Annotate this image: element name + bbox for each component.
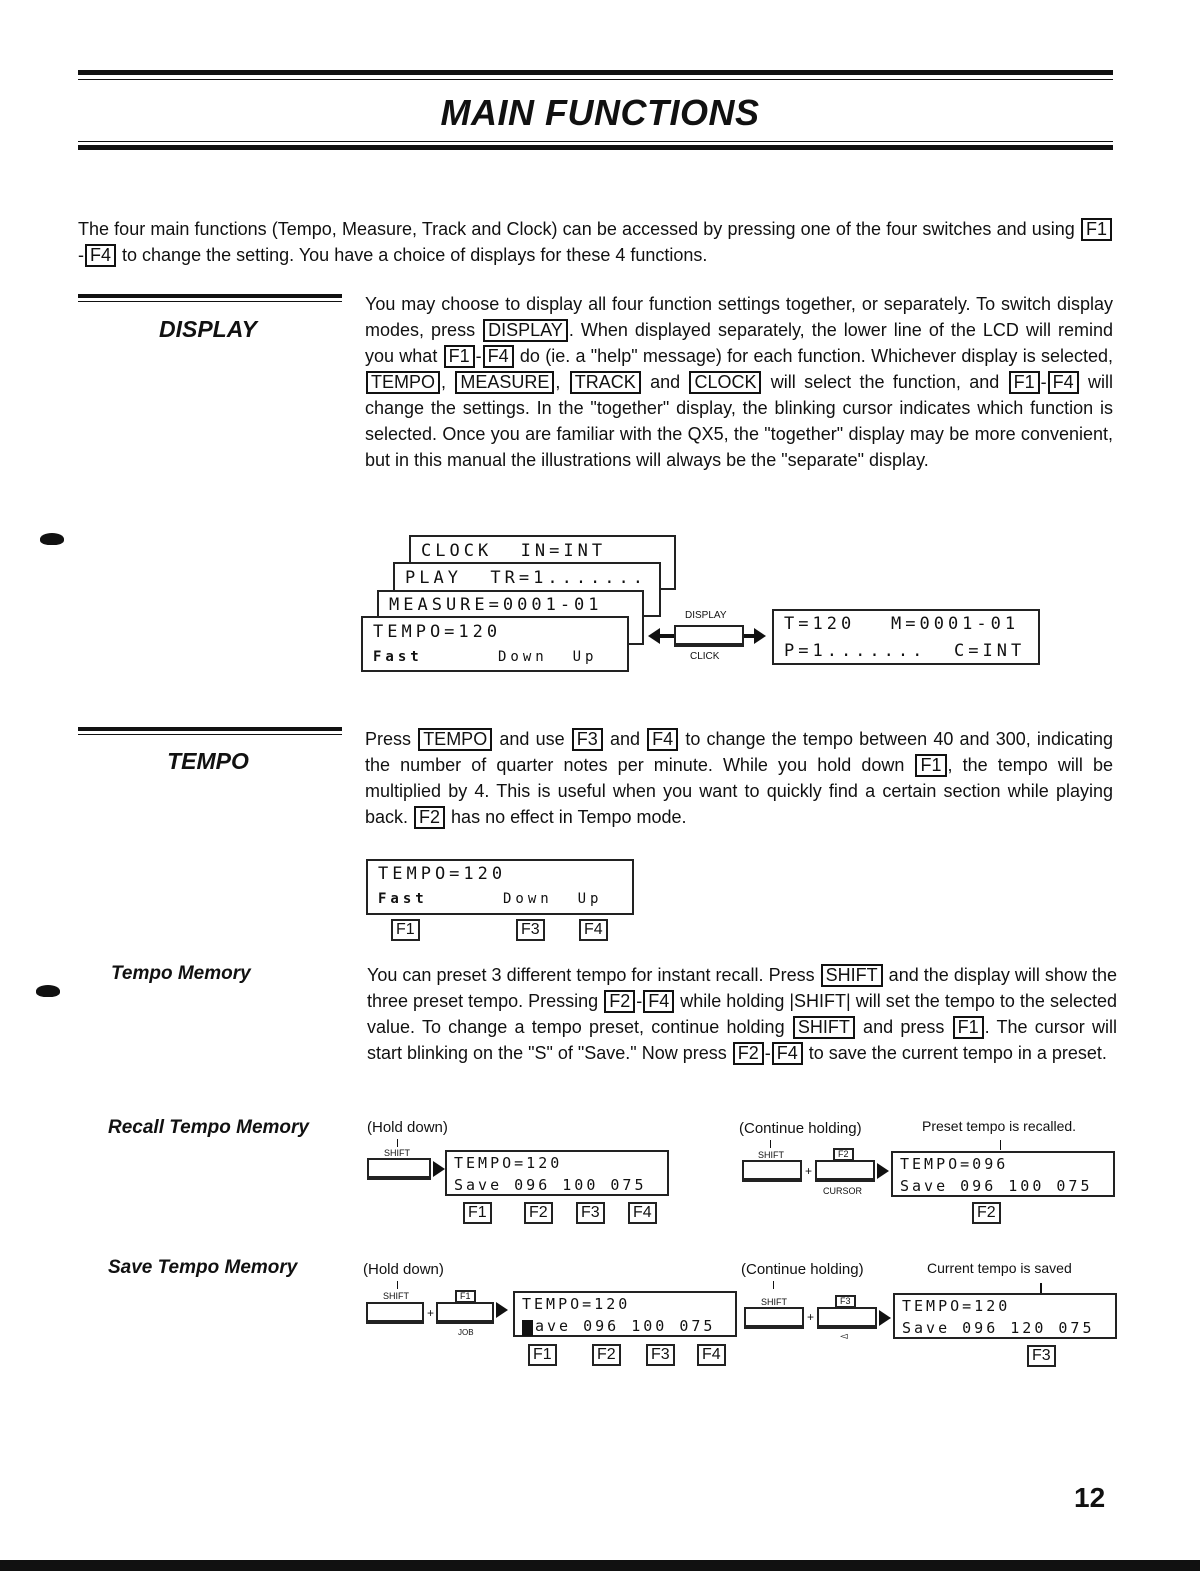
arrow-right-icon xyxy=(754,628,766,644)
key-f4: F4 xyxy=(579,919,608,941)
plus-sign: + xyxy=(807,1310,815,1324)
lcd-line: C=INT xyxy=(954,641,1026,661)
text: - xyxy=(1040,372,1047,392)
lcd-line: PLAY TR=1....... xyxy=(405,568,647,588)
page-title: MAIN FUNCTIONS xyxy=(440,92,760,133)
key-tempo: TEMPO xyxy=(366,371,440,394)
text: do (ie. a "help" message) for each function. Whichever display is selected, xyxy=(514,346,1114,366)
lcd-line: T=120 xyxy=(784,614,856,634)
text: to save the current tempo in a preset. xyxy=(803,1043,1107,1063)
key-f2: F2 xyxy=(604,990,635,1013)
lcd-line: TEMPO=120 xyxy=(373,622,502,642)
bottom-edge xyxy=(0,1560,1200,1571)
key-f4: F4 xyxy=(1048,371,1079,394)
key-f1-small: F1 xyxy=(455,1290,476,1303)
intro-paragraph xyxy=(78,216,1113,268)
key-f2: F2 xyxy=(592,1344,621,1366)
key-f4: F4 xyxy=(697,1344,726,1366)
lcd-line: M=0001-01 xyxy=(891,614,1020,634)
lcd-line: Fast xyxy=(373,649,423,665)
key-f2-small: F2 xyxy=(833,1148,854,1161)
key-f2: F2 xyxy=(524,1202,553,1224)
text: to change the tempo between 40 and 300, indicating the number of quarter notes per minute. While you hold down xyxy=(365,729,1113,775)
lcd-save-2 xyxy=(893,1293,1117,1339)
text: will change the settings. In the "together" display, the blinking cursor indicates which function is selected. Once you are familiar with the QX5, the "together" display may be more convenient, but in this manual the illustrations will always be the "separate" display. xyxy=(365,372,1113,470)
key-f1: F1 xyxy=(915,754,946,777)
text: - xyxy=(475,346,482,366)
key-f4: F4 xyxy=(483,345,514,368)
text: . The cursor will start blinking on the "S" of "Save." Now press xyxy=(367,1017,1118,1063)
cursor-label: CURSOR xyxy=(823,1186,863,1196)
shift-label: SHIFT xyxy=(758,1150,784,1160)
blinking-cursor xyxy=(522,1319,533,1338)
shift-switch xyxy=(367,1158,431,1180)
lcd-line: ave 096 100 075 xyxy=(535,1317,716,1335)
lcd-tempo xyxy=(361,616,629,672)
text: Press xyxy=(365,729,418,749)
lcd-line: Save 096 100 075 xyxy=(454,1176,647,1194)
key-clock: CLOCK xyxy=(689,371,761,394)
tempo-rule-thick xyxy=(78,727,342,731)
save-continue-note: (Continue holding) xyxy=(741,1261,864,1278)
lcd-together xyxy=(772,609,1040,665)
top-rule-thick xyxy=(78,70,1113,75)
display-switch xyxy=(674,625,744,647)
arrow-right-icon xyxy=(877,1163,889,1179)
recall-label: Recall Tempo Memory xyxy=(108,1117,309,1138)
key-measure: MEASURE xyxy=(455,371,554,394)
key-f4: F4 xyxy=(647,728,678,751)
shift-label: SHIFT xyxy=(761,1297,787,1307)
key-f2: F2 xyxy=(414,806,445,829)
text: - xyxy=(764,1043,771,1063)
lcd-line: MEASURE=0001-01 xyxy=(389,595,603,615)
text: while holding |SHIFT| will set the tempo to the selected value. To change a tempo preset, continue holding xyxy=(367,991,1117,1037)
key-f4: F4 xyxy=(85,244,116,267)
display-heading: DISPLAY xyxy=(159,316,257,342)
key-shift: SHIFT xyxy=(793,1016,855,1039)
key-f4: F4 xyxy=(628,1202,657,1224)
title-rule-thick xyxy=(78,145,1113,150)
lcd-line: P=1....... xyxy=(784,641,927,661)
key-shift: SHIFT xyxy=(821,964,883,987)
key-f1: F1 xyxy=(391,919,420,941)
key-f3: F3 xyxy=(516,919,545,941)
text: and xyxy=(603,729,647,749)
lcd-line: Down Up xyxy=(498,649,598,665)
key-f4: F4 xyxy=(643,990,674,1013)
tempo-paragraph xyxy=(365,726,1113,830)
cursor-switch xyxy=(815,1160,875,1182)
key-track: TRACK xyxy=(570,371,641,394)
text: and use xyxy=(493,729,571,749)
save-hold-note: (Hold down) xyxy=(363,1261,444,1278)
arrow-shaft xyxy=(658,634,674,638)
job-label: JOB xyxy=(458,1328,474,1337)
key-f1: F1 xyxy=(444,345,475,368)
save-label: Save Tempo Memory xyxy=(108,1257,298,1278)
text: and press xyxy=(855,1017,952,1037)
lcd-save-1 xyxy=(513,1291,737,1337)
intro-text-1: The four main functions (Tempo, Measure, Track and Clock) can be accessed by pressing one of the four switches and using xyxy=(78,219,1080,239)
key-f2: F2 xyxy=(972,1202,1001,1224)
key-tempo: TEMPO xyxy=(418,728,492,751)
job-switch xyxy=(436,1302,494,1324)
key-f1: F1 xyxy=(1081,218,1112,241)
text: , xyxy=(441,372,455,392)
lcd-line: Save 096 120 075 xyxy=(902,1319,1095,1337)
tempo-heading: TEMPO xyxy=(167,748,249,774)
tempo-rule-thin xyxy=(78,734,342,735)
text: has no effect in Tempo mode. xyxy=(446,807,687,827)
key-f3: F3 xyxy=(646,1344,675,1366)
lcd-tempo-mode xyxy=(366,859,634,915)
tick xyxy=(773,1281,774,1289)
switch-label-click: CLICK xyxy=(690,651,720,662)
tempo-memory-paragraph xyxy=(367,962,1117,1066)
recall-result-note: Preset tempo is recalled. xyxy=(922,1118,1077,1134)
plus-sign: + xyxy=(805,1164,813,1178)
intro-text-2: to change the setting. You have a choice of displays for these 4 functions. xyxy=(117,245,708,265)
text: will select the function, and xyxy=(762,372,1008,392)
text: - xyxy=(636,991,643,1011)
key-f2: F2 xyxy=(733,1042,764,1065)
tick xyxy=(397,1281,398,1289)
text: You may choose to display all four function settings together, or separately. To switch display modes, press xyxy=(365,294,1113,340)
text: , the tempo will be multiplied by 4. This is useful when you want to quickly find a certain section while playing back. xyxy=(365,755,1114,827)
page-number: 12 xyxy=(1074,1482,1106,1513)
text: You can preset 3 different tempo for instant recall. Press xyxy=(367,965,820,985)
lcd-line: Down Up xyxy=(503,891,603,907)
tempo-memory-label: Tempo Memory xyxy=(111,963,251,984)
key-f1: F1 xyxy=(1009,371,1040,394)
key-f1: F1 xyxy=(528,1344,557,1366)
margin-mark xyxy=(40,533,64,545)
left-arrow-icon: ◅ xyxy=(840,1331,848,1342)
switch-label-display: DISPLAY xyxy=(685,610,727,621)
top-rule-thin xyxy=(78,79,1113,80)
lcd-line: Save 096 100 075 xyxy=(900,1177,1093,1195)
key-f1: F1 xyxy=(953,1016,984,1039)
shift-switch xyxy=(742,1160,802,1182)
text: and the display will show the three preset tempo. Pressing xyxy=(367,965,1117,1011)
intro-sep: - xyxy=(78,245,84,265)
tick xyxy=(770,1140,771,1148)
tick xyxy=(397,1139,398,1147)
key-f3-small: F3 xyxy=(835,1295,856,1308)
tick xyxy=(1000,1140,1001,1150)
shift-label: SHIFT xyxy=(383,1291,409,1301)
key-f4: F4 xyxy=(772,1042,803,1065)
display-rule-thin xyxy=(78,301,342,302)
display-paragraph xyxy=(365,291,1113,473)
margin-mark xyxy=(36,985,60,997)
plus-sign: + xyxy=(427,1306,435,1320)
lcd-line: TEMPO=096 xyxy=(900,1155,1009,1173)
shift-switch xyxy=(366,1302,424,1324)
shift-switch xyxy=(744,1307,804,1329)
arrow-right-icon xyxy=(433,1161,445,1177)
lcd-line: Fast xyxy=(378,891,428,907)
arrow-right-icon xyxy=(879,1310,891,1326)
lcd-line: TEMPO=120 xyxy=(522,1295,631,1313)
save-result-note: Current tempo is saved xyxy=(927,1260,1072,1276)
shift-label: SHIFT xyxy=(384,1148,410,1158)
lcd-recall-2 xyxy=(891,1151,1115,1197)
lcd-line: TEMPO=120 xyxy=(454,1154,563,1172)
lcd-line: TEMPO=120 xyxy=(902,1297,1011,1315)
recall-hold-note: (Hold down) xyxy=(367,1119,448,1136)
text: and xyxy=(641,372,689,392)
key-f3: F3 xyxy=(1027,1345,1056,1367)
key-display: DISPLAY xyxy=(483,319,568,342)
lcd-recall-1 xyxy=(445,1150,669,1196)
recall-continue-note: (Continue holding) xyxy=(739,1120,862,1137)
arrow-shaft xyxy=(744,634,754,638)
text: , xyxy=(555,372,569,392)
text: . When displayed separately, the lower line of the LCD will remind you what xyxy=(365,320,1114,366)
key-f3: F3 xyxy=(572,728,603,751)
display-rule-thick xyxy=(78,294,342,298)
title-rule-thin xyxy=(78,141,1113,142)
left-switch xyxy=(817,1307,877,1329)
key-f1: F1 xyxy=(463,1202,492,1224)
key-f3: F3 xyxy=(576,1202,605,1224)
lcd-line: TEMPO=120 xyxy=(378,864,507,884)
arrow-right-icon xyxy=(496,1302,508,1318)
lcd-line: CLOCK IN=INT xyxy=(421,541,607,561)
